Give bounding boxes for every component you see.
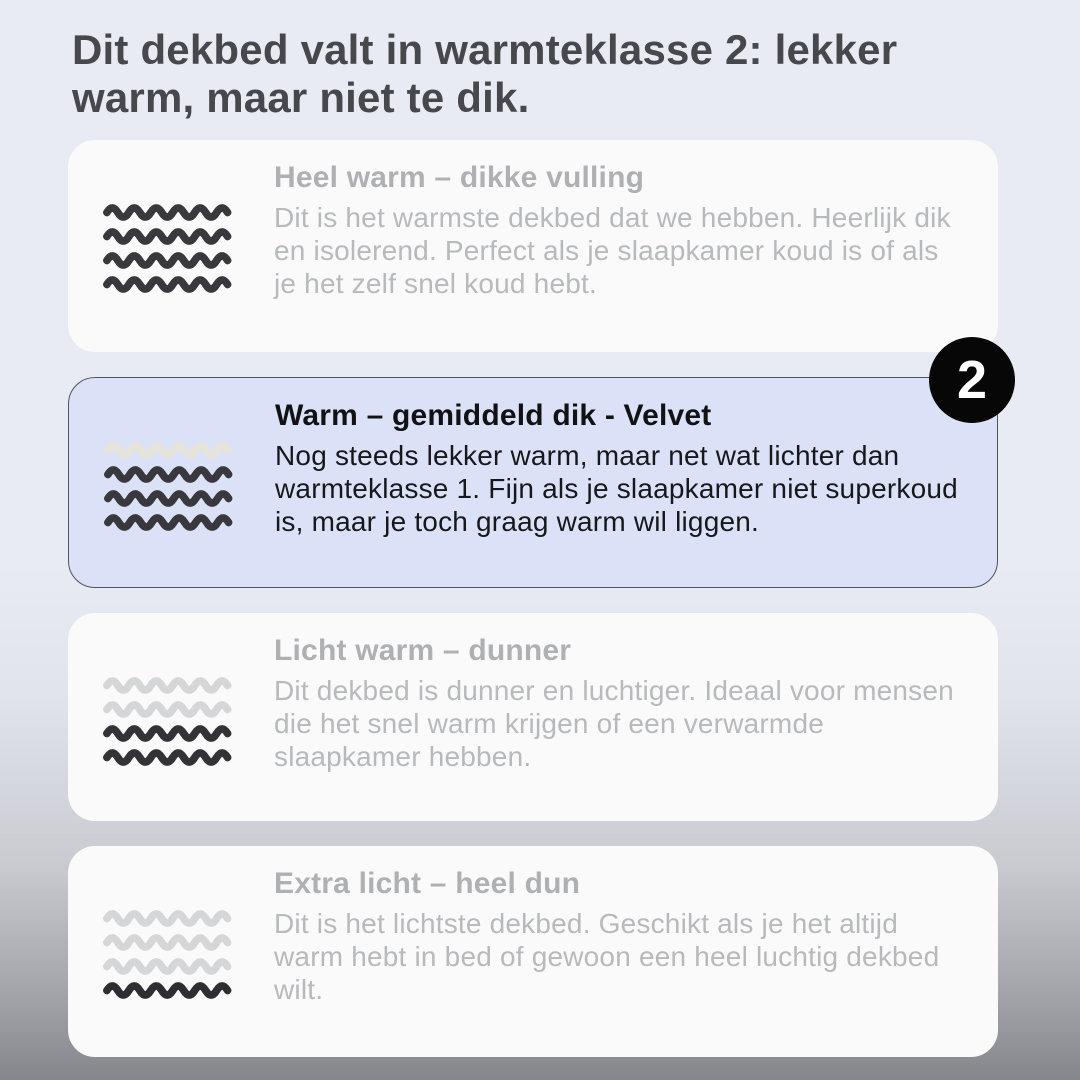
wave-line-icon	[102, 747, 232, 768]
wave-line-icon	[102, 932, 232, 953]
card-heading: Warm – gemiddeld dik - Velvet	[275, 399, 712, 432]
waves-icon	[102, 908, 234, 1037]
wave-line-icon	[103, 488, 233, 509]
card-body: Dit is het warmste dekbed dat we hebben. Heerlijk dik en isolerend. Perfect als je slaapkamer koud is of als je het zelf snel koud hebt.	[274, 202, 951, 300]
wave-line-icon	[102, 723, 232, 744]
card-body: Nog steeds lekker warm, maar net wat lichter dan warmteklasse 1. Fijn als je slaapkamer niet superkoud is, maar je toch graag warm wil liggen.	[275, 440, 958, 538]
wave-line-icon	[102, 908, 232, 929]
card-heading: Licht warm – dunner	[274, 634, 572, 667]
page-title: Dit dekbed valt in warmteklasse 2: lekker warm, maar niet te dik.	[72, 26, 898, 121]
wave-line-icon	[102, 699, 232, 720]
card-heading: Heel warm – dikke vulling	[274, 161, 645, 194]
card-body: Dit dekbed is dunner en luchtiger. Ideaal voor mensen die het snel warm krijgen of een verwarmde slaapkamer hebben.	[274, 675, 954, 773]
warmth-class-card-2-selected	[68, 377, 998, 588]
wave-line-icon	[103, 464, 233, 485]
card-body: Dit is het lichtste dekbed. Geschikt als je het altijd warm hebt in bed of gewoon een heel luchtig dekbed wilt.	[274, 908, 940, 1006]
wave-line-icon	[102, 274, 232, 295]
waves-icon	[102, 202, 234, 332]
wave-line-icon	[102, 226, 232, 247]
wave-line-icon	[102, 202, 232, 223]
card-heading: Extra licht – heel dun	[274, 867, 581, 900]
wave-line-icon	[102, 956, 232, 977]
card-text	[275, 398, 965, 567]
wave-line-icon	[103, 440, 233, 461]
warmth-class-list	[68, 140, 998, 1080]
warmth-class-card-3	[68, 613, 998, 821]
waves-icon	[102, 675, 234, 801]
wave-line-icon	[102, 980, 232, 1001]
warmth-class-number-badge: 2	[929, 337, 1015, 423]
wave-line-icon	[103, 512, 233, 533]
wave-line-icon	[102, 675, 232, 696]
waves-icon	[103, 440, 235, 567]
card-text	[274, 160, 966, 332]
wave-line-icon	[102, 250, 232, 271]
warmth-class-card-4	[68, 846, 998, 1057]
card-text	[274, 866, 966, 1037]
card-text	[274, 633, 966, 801]
warmth-class-card-1	[68, 140, 998, 352]
